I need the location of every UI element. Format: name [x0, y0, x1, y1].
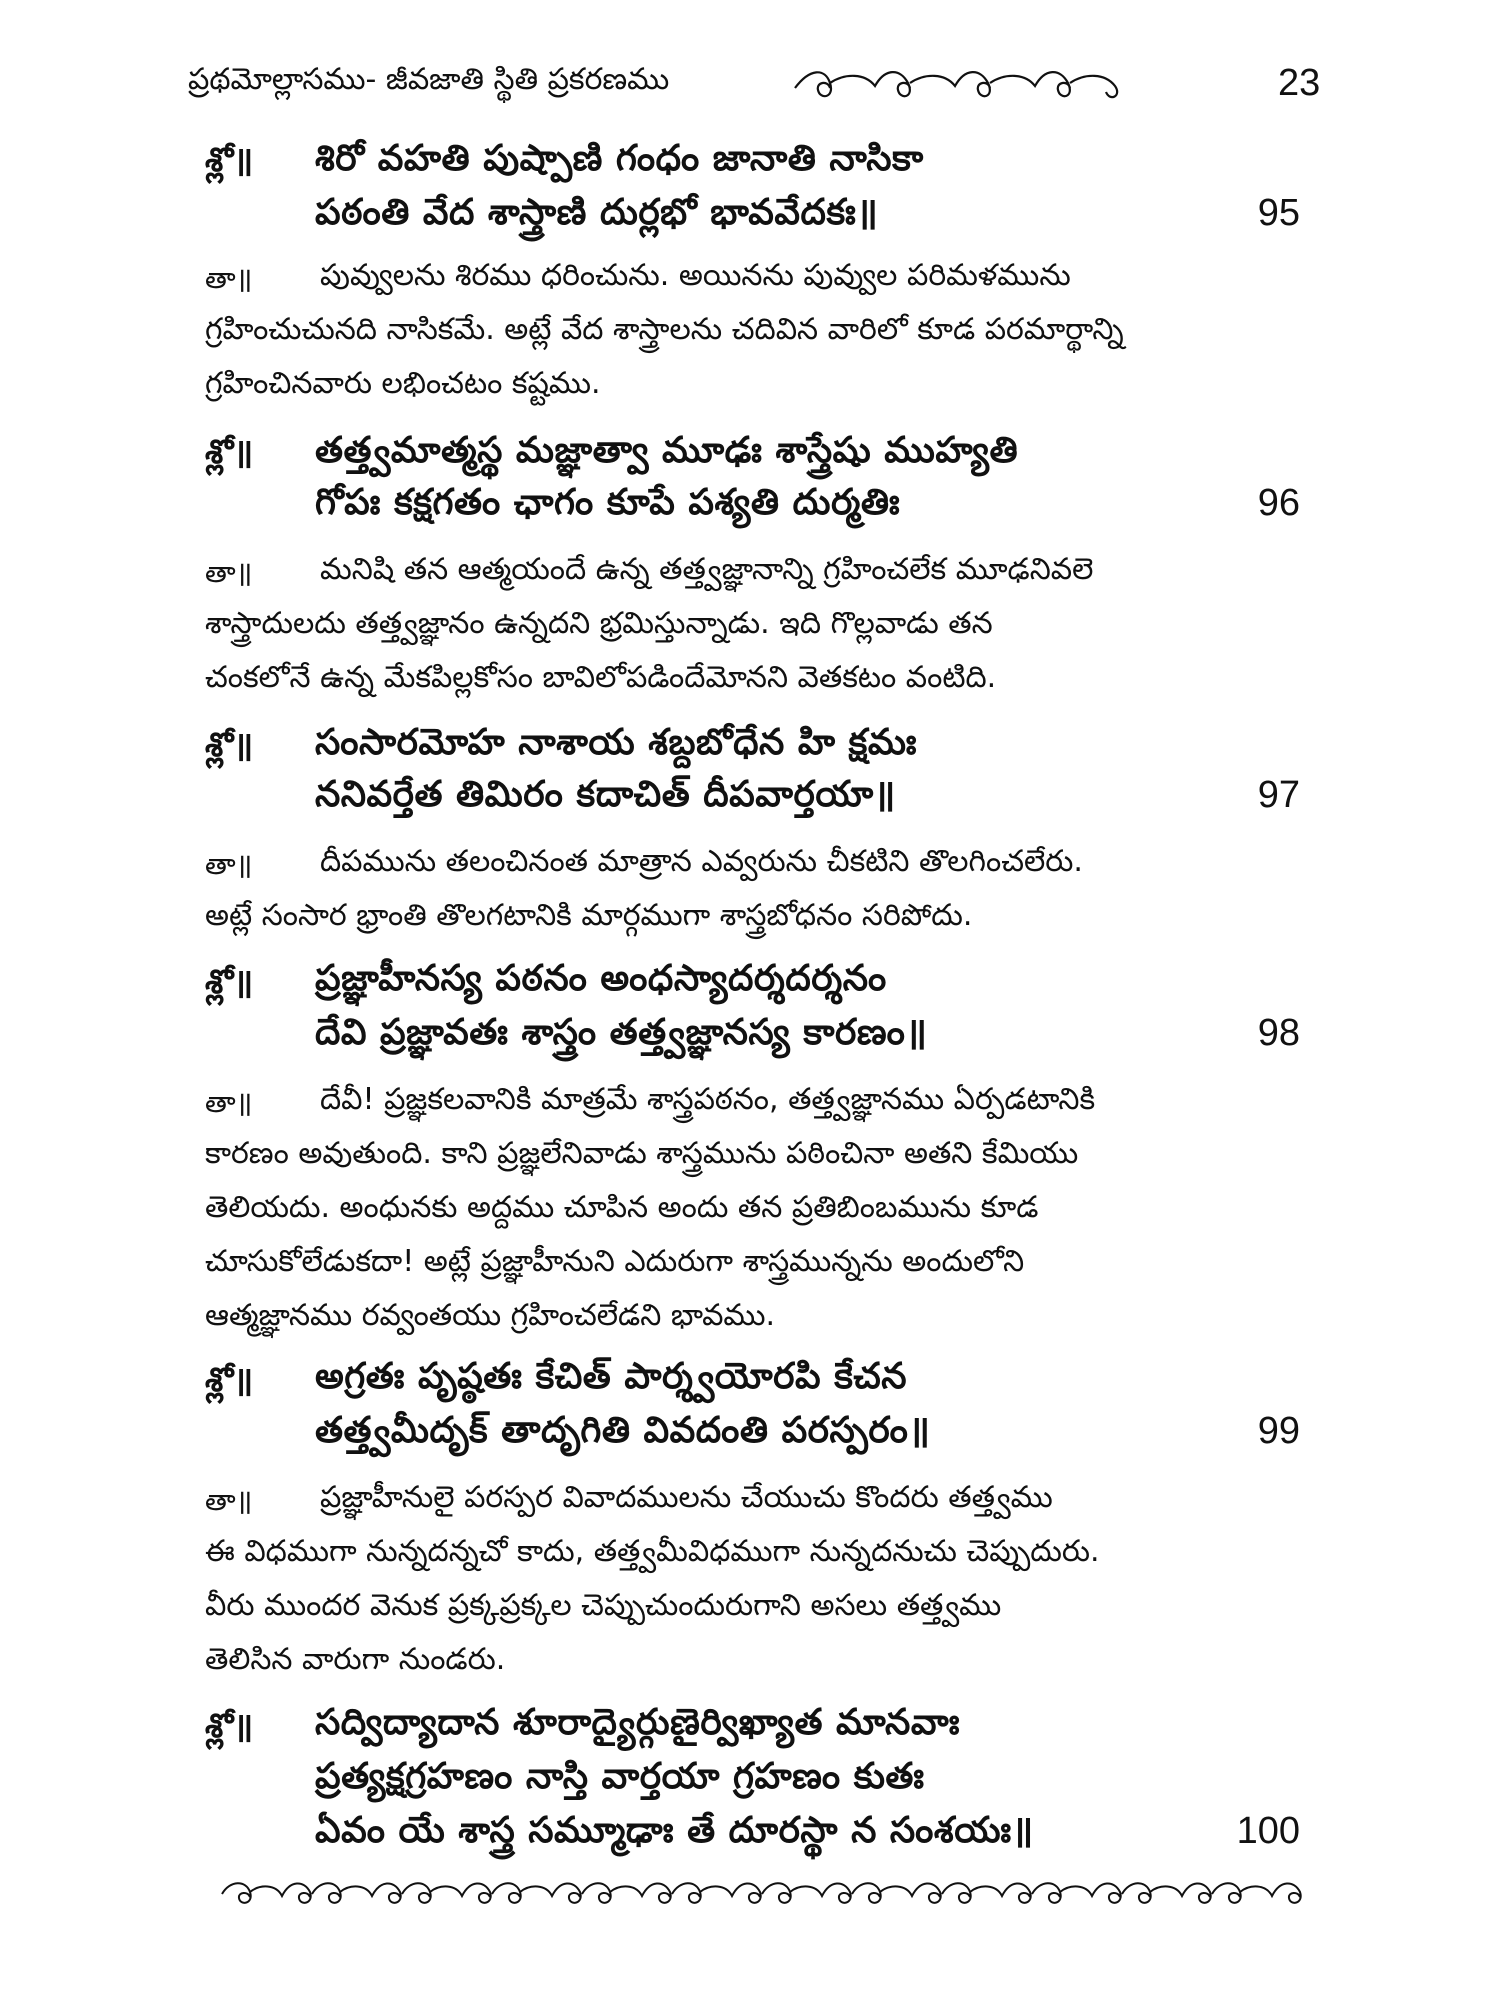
verse-line: శిరో వహతి పుష్పాణి గంధం జానాతి నాసికా	[315, 138, 924, 179]
verse-number: 97	[1257, 774, 1300, 816]
footer-vine-ornament-icon	[220, 1872, 1310, 1916]
gloss-line: మనిషి తన ఆత్మయందే ఉన్న తత్త్వజ్ఞానాన్ని గ్రహించలేక మూఢనివలె	[320, 552, 1094, 587]
gloss-line: అట్లే సంసార భ్రాంతి తొలగటానికి మార్గముగా శాస్త్రబోధనం సరిపోదు.	[205, 898, 973, 933]
gloss-line: గ్రహించుచునది నాసికమే. అట్లే వేద శాస్త్రాలను చదివిన వారిలో కూడ పరమార్థాన్ని	[205, 312, 1124, 347]
running-header-title: ప్రథమోల్లాసము- జీవజాతి స్థితి ప్రకరణము	[188, 62, 670, 97]
verse-label: శ్లో॥	[205, 1360, 254, 1399]
verse-line: పఠంతి వేద శాస్త్రాణి దుర్లభో భావవేదకః॥	[315, 192, 879, 233]
gloss-label: తా॥	[205, 262, 253, 295]
gloss-label: తా॥	[205, 1484, 253, 1517]
gloss-line: గ్రహించినవారు లభించటం కష్టము.	[205, 366, 601, 401]
verse-label: శ్లో॥	[205, 140, 254, 179]
gloss-line: శాస్త్రాదులదు తత్త్వజ్ఞానం ఉన్నదని భ్రమిస్తున్నాడు. ఇది గొల్లవాడు తన	[205, 606, 993, 641]
gloss-line: ఆత్మజ్ఞానము రవ్వంతయు గ్రహించలేడని భావము.	[205, 1298, 776, 1333]
gloss-line: చంకలోనే ఉన్న మేకపిల్లకోసం బావిలోపడిందేమోనని వెతకటం వంటిది.	[205, 660, 997, 695]
verse-line: తత్త్వమాత్మస్థ మజ్ఞాత్వా మూఢః శాస్త్రేషు ముహ్యతి	[315, 430, 1019, 471]
verse-line: ప్రత్యక్షగ్రహణం నాస్తి వార్తయా గ్రహణం కుతః	[315, 1756, 925, 1797]
verse-number: 96	[1257, 482, 1300, 524]
gloss-line: పువ్వులను శిరము ధరించును. అయినను పువ్వుల పరిమళమును	[320, 258, 1071, 293]
gloss-line: ఈ విధముగా నున్నదన్నచో కాదు, తత్త్వమీవిధముగా నున్నదనుచు చెప్పుదురు.	[205, 1534, 1100, 1569]
gloss-line: వీరు ముందర వెనుక ప్రక్కప్రక్కల చెప్పుచుందురుగాని అసలు తత్త్వము	[205, 1588, 1002, 1623]
verse-line: ననివర్తేత తిమిరం కదాచిత్ దీపవార్తయా॥	[315, 774, 896, 815]
gloss-label: తా॥	[205, 848, 253, 881]
gloss-line: చూసుకోలేడుకదా! అట్లే ప్రజ్ఞాహీనుని ఎదురుగా శాస్త్రమున్నను అందులోని	[205, 1244, 1025, 1279]
gloss-line: ప్రజ్ఞాహీనులై పరస్పర వివాదములను చేయుచు కొందరు తత్త్వము	[320, 1480, 1053, 1515]
verse-number: 100	[1236, 1810, 1300, 1852]
verse-line: ఏవం యే శాస్త్ర సమ్మూఢాః తే దూరస్థా న సంశయః॥	[315, 1810, 1034, 1851]
verse-number: 98	[1257, 1012, 1300, 1054]
verse-number: 99	[1257, 1410, 1300, 1452]
verse-label: శ్లో॥	[205, 725, 254, 764]
page-number: 23	[1278, 62, 1321, 104]
gloss-line: తెలిసిన వారుగా నుండరు.	[205, 1642, 506, 1677]
gloss-label: తా॥	[205, 1086, 253, 1119]
verse-label: శ్లో॥	[205, 432, 254, 471]
verse-line: ప్రజ్ఞాహీనస్య పఠనం అంధస్యాదర్శదర్శనం	[315, 958, 887, 999]
gloss-line: దేవీ! ప్రజ్ఞకలవానికి మాత్రమే శాస్త్రపఠనం, తత్త్వజ్ఞానము ఏర్పడటానికి	[320, 1082, 1096, 1117]
verse-number: 95	[1257, 192, 1300, 234]
verse-label: శ్లో॥	[205, 1706, 254, 1745]
verse-line: అగ్రతః పృష్ఠతః కేచిత్ పార్శ్వయోరపి కేచన	[315, 1356, 908, 1397]
gloss-line: కారణం అవుతుంది. కాని ప్రజ్ఞలేనివాడు శాస్త్రమును పఠించినా అతని కేమియు	[205, 1136, 1079, 1171]
gloss-label: తా॥	[205, 556, 253, 589]
verse-line: గోపః కక్షగతం ఛాగం కూపే పశ్యతి దుర్మతిః	[315, 482, 901, 523]
header-vine-ornament-icon	[790, 58, 1130, 108]
verse-label: శ్లో॥	[205, 962, 254, 1001]
gloss-line: దీపమును తలంచినంత మాత్రాన ఎవ్వరును చీకటిని తొలగించలేరు.	[320, 844, 1083, 879]
verse-line: దేవి ప్రజ్ఞావతః శాస్త్రం తత్త్వజ్ఞానస్య కారణం॥	[315, 1012, 928, 1053]
verse-line: సంసారమోహ నాశాయ శబ్దబోధేన హి క్షమః	[315, 722, 918, 763]
verse-line: సద్విద్యాదాన శూరాద్యైర్గుణైర్విఖ్యాత మానవాః	[315, 1702, 961, 1743]
gloss-line: తెలియదు. అంధునకు అద్దము చూపిన అందు తన ప్రతిబింబమును కూడ	[205, 1190, 1039, 1225]
verse-line: తత్త్వమీదృక్ తాదృగితి వివదంతి పరస్పరం॥	[315, 1410, 931, 1451]
